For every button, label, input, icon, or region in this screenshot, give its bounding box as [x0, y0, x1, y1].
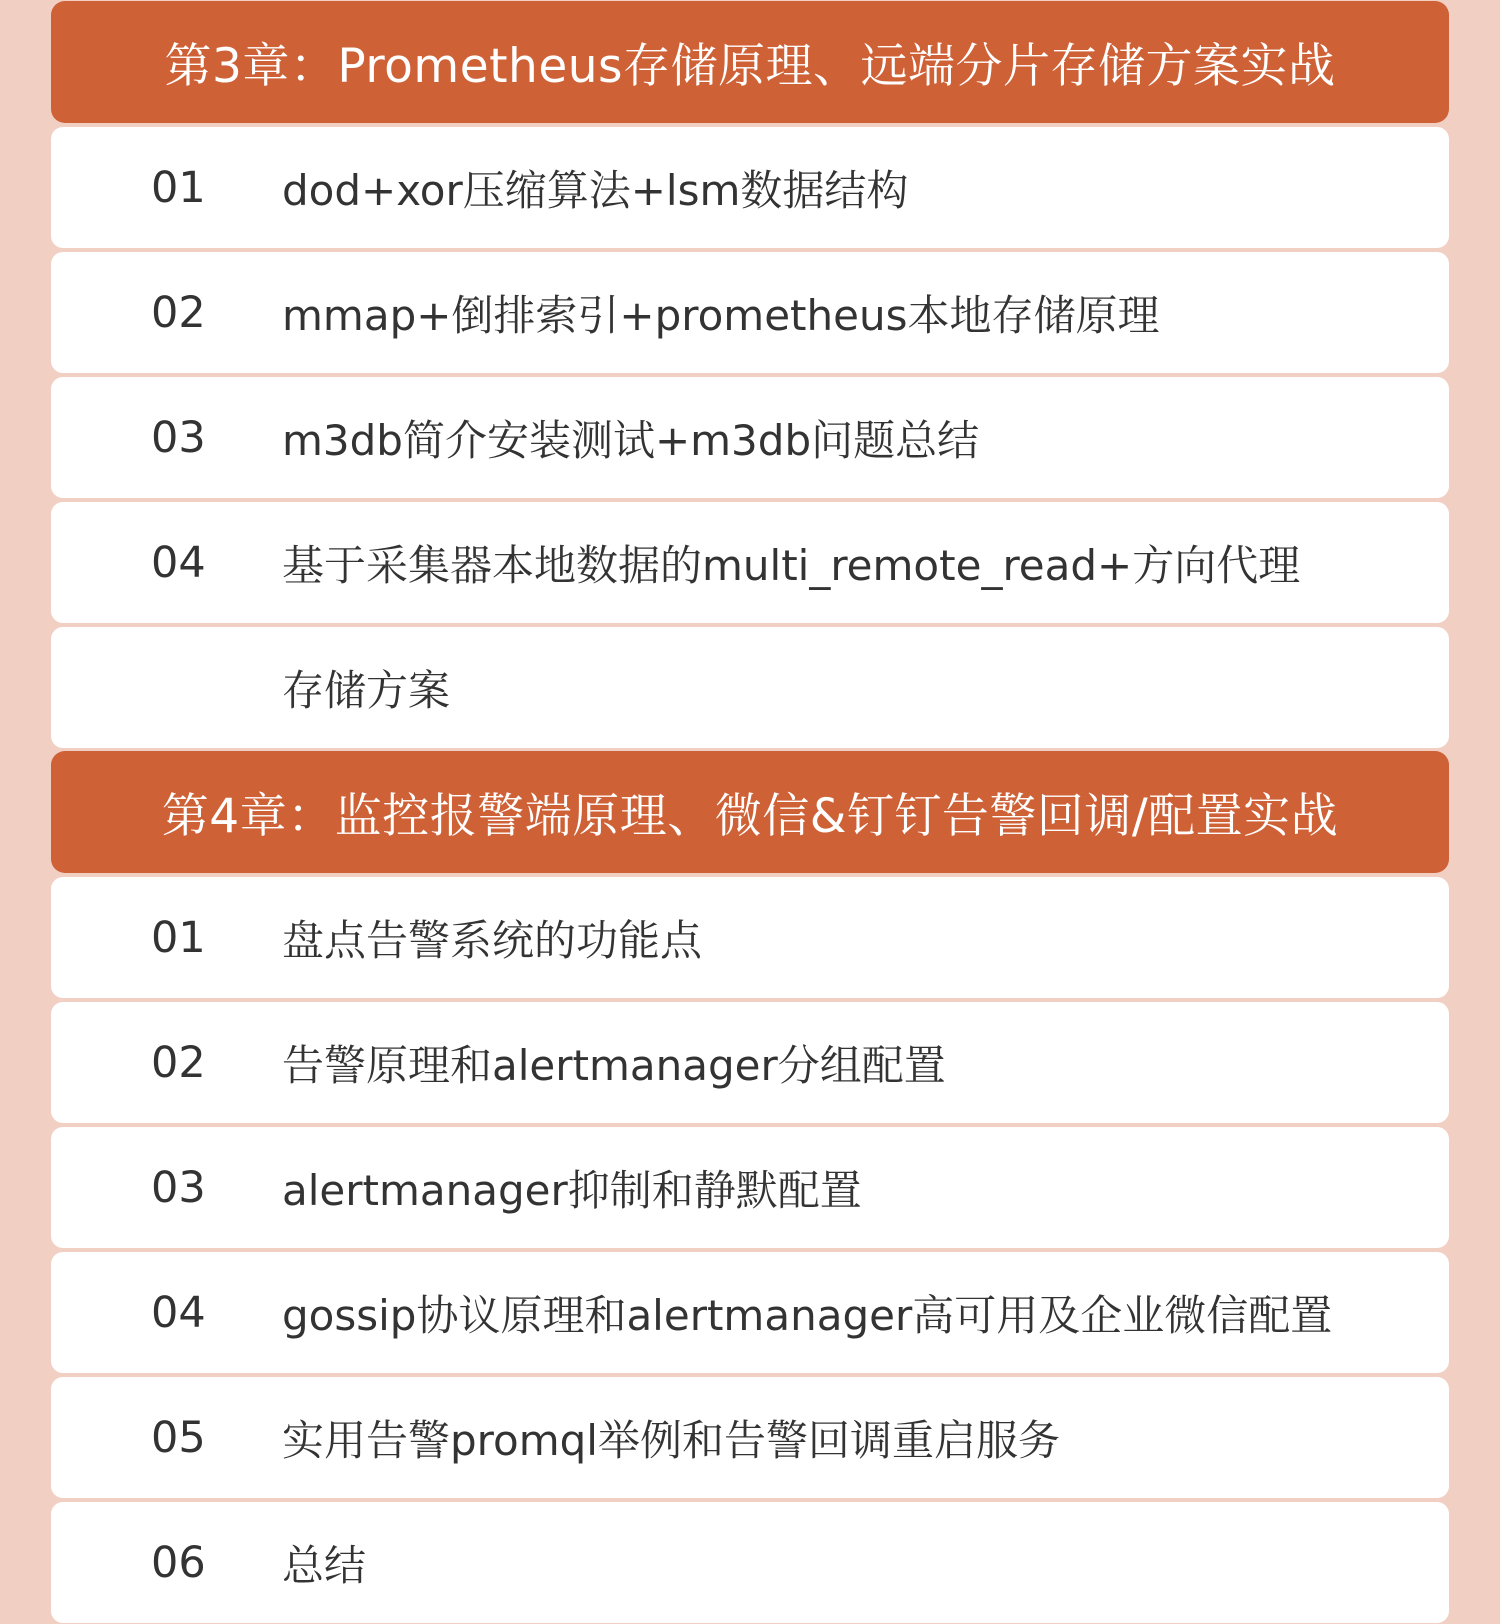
chapter-header: 第3章：Prometheus存储原理、远端分片存储方案实战 — [51, 1, 1449, 123]
lesson-row — [51, 502, 1449, 623]
lesson-row — [51, 252, 1449, 373]
lesson-title: 盘点告警系统的功能点 — [282, 915, 703, 965]
lesson-number: 05 — [151, 1412, 206, 1463]
lesson-number: 02 — [151, 1037, 206, 1088]
lesson-title: 实用告警promql举例和告警回调重启服务 — [282, 1415, 1060, 1465]
chapter-section — [51, 751, 1449, 1623]
lesson-number: 04 — [151, 537, 206, 588]
lesson-number: 01 — [151, 912, 206, 963]
course-outline — [51, 0, 1449, 1623]
lesson-title: gossip协议原理和alertmanager高可用及企业微信配置 — [282, 1290, 1333, 1340]
lesson-title: 告警原理和alertmanager分组配置 — [282, 1040, 946, 1090]
lesson-row — [51, 1127, 1449, 1248]
lesson-title: alertmanager抑制和静默配置 — [282, 1165, 862, 1215]
lesson-title: 存储方案 — [282, 665, 451, 715]
lesson-row — [51, 1502, 1449, 1623]
lesson-row — [51, 127, 1449, 248]
lesson-number: 02 — [151, 287, 206, 338]
lesson-number: 03 — [151, 1162, 206, 1213]
lesson-number: 06 — [151, 1537, 206, 1588]
lesson-row — [51, 377, 1449, 498]
chapter-header: 第4章：监控报警端原理、微信&钉钉告警回调/配置实战 — [51, 751, 1449, 873]
lesson-title: dod+xor压缩算法+lsm数据结构 — [282, 165, 909, 215]
lesson-row — [51, 1002, 1449, 1123]
lesson-row — [51, 877, 1449, 998]
lesson-title: m3db简介安装测试+m3db问题总结 — [282, 415, 980, 465]
lesson-number: 04 — [151, 1287, 206, 1338]
lesson-row — [51, 1377, 1449, 1498]
lesson-title: 总结 — [282, 1540, 367, 1590]
lesson-number: 01 — [151, 162, 206, 213]
lesson-title: 基于采集器本地数据的multi_remote_read+方向代理 — [282, 540, 1301, 590]
lesson-row-continuation — [51, 627, 1449, 748]
chapter-section — [51, 1, 1449, 748]
lesson-title: mmap+倒排索引+prometheus本地存储原理 — [282, 290, 1160, 340]
lesson-row — [51, 1252, 1449, 1373]
lesson-number: 03 — [151, 412, 206, 463]
